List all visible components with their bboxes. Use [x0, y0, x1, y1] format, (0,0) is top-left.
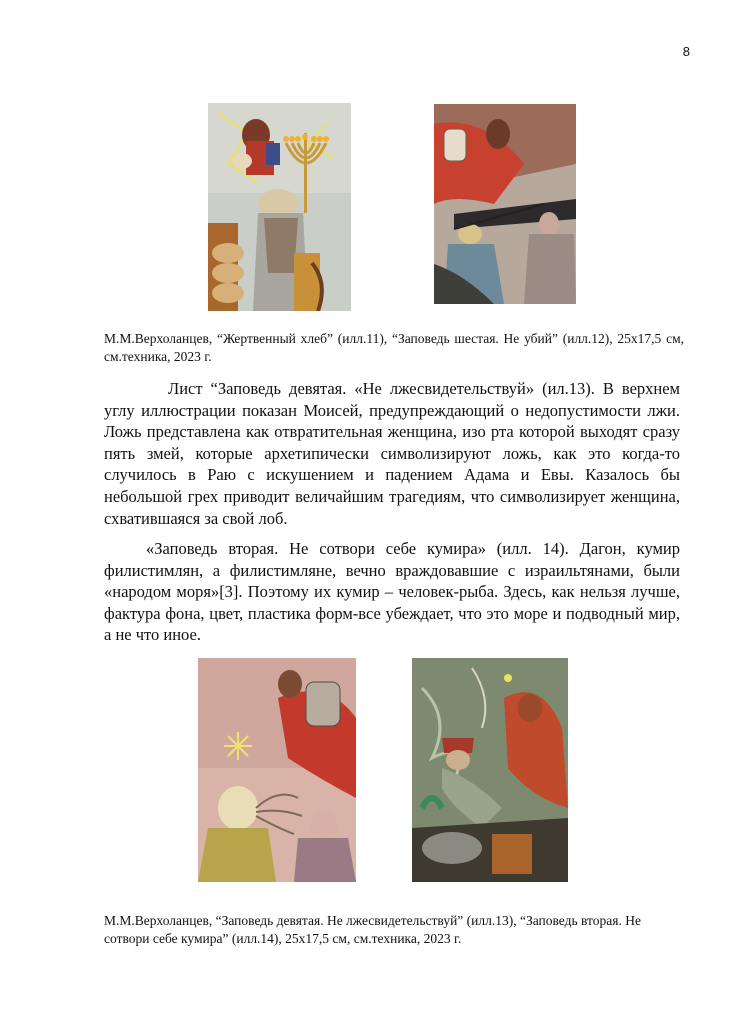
paragraph-commandment-two: «Заповедь вторая. Не сотвори себе кумира» (илл. 14). Дагон, кумир филистимлян, а филистимляне, вечно враждовавшие с израильтянами, были «народом моря»[3]. Поэтому их кумир – человек-рыба. Здесь, как нельзя лучше, фактура фона, цвет, пластика форм-все убеждает, что это море и подводный мир, а не что иное. — [104, 539, 680, 645]
illustration-13-image — [198, 658, 356, 882]
illustration-12-image — [434, 104, 576, 304]
bottom-caption: М.М.Верхоланцев, “Заповедь девятая. Не лжесвидетельствуй” (илл.13), “Заповедь вторая. Не сотвори себе кумира” (илл.14), 25х17,5 см, см.техника, 2023 г. — [104, 913, 641, 946]
illustration-14-image — [412, 658, 568, 882]
top-caption: М.М.Верхоланцев, “Жертвенный хлеб” (илл.11), “Заповедь шестая. Не убий” (илл.12), 25х17,5 см, см.техника, 2023 г. — [104, 331, 684, 364]
page-number: 8 — [682, 44, 690, 59]
illustration-11-image — [208, 103, 351, 311]
paragraph-commandment-nine: Лист “Заповедь девятая. «Не лжесвидетельствуй» (ил.13). В верхнем углу иллюстрации показан Моисей, предупреждающий о недопустимости лжи. Ложь представлена как отвратительная женщина, изо рта которой выходят сразу пять змей, которые архетипически символизируют ложь, как это когда-то случилось в Раю с искушением и падением Адама и Евы. Казалось бы небольшой грех приводит величайшим трагедиям, что символизирует женщина, схватившаяся за свой лоб. — [104, 379, 680, 528]
